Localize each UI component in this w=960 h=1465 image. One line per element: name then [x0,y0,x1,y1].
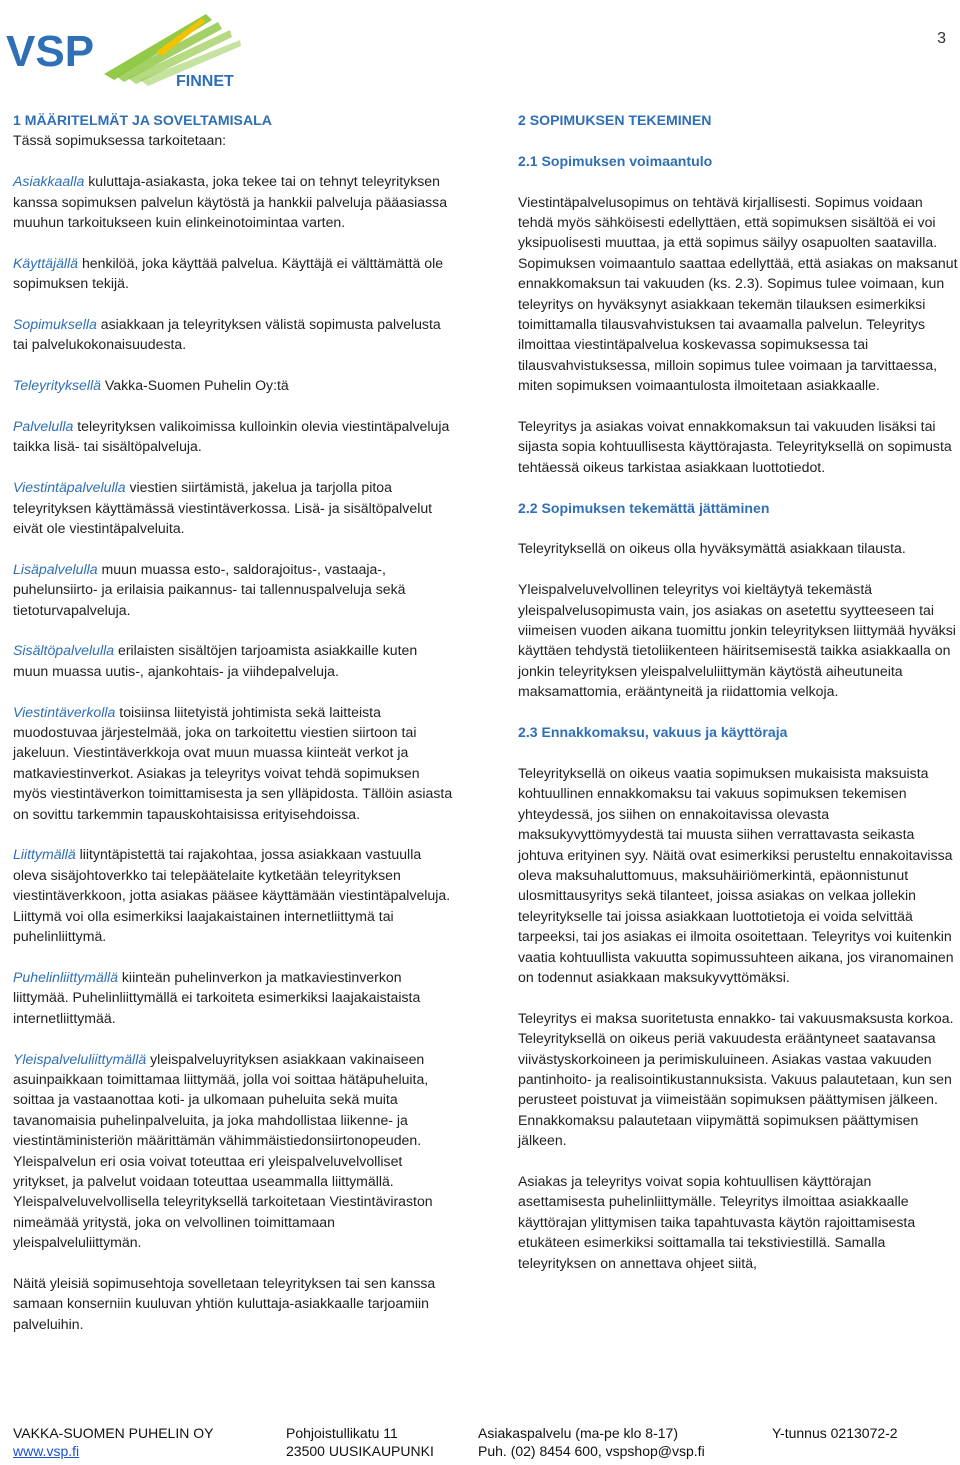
section-2-3-paragraph-1: Teleyrityksellä on oikeus vaatia sopimuksen mukaisista maksuista kohtuullinen ennakkomaksu tai vakuus sopimuksen tekemisen yhteydessä, jos siihen on ennakoitavissa olevasta maksukyvyttömyydestä tai muusta siihen verrattavasta seikasta johtuva erityinen syy. Näitä ovat esimerkiksi perusteltu ennakoitavissa oleva maksuhaluttomuus, maksuhäiriömerkintä, epäonnistunut ulosmittausyritys sekä tilanteet, joissa asiakas on velkaa jollekin teleyritykselle tai joissa asiakkaan luottotietoja ei voida selvittää tarpeeksi, tai jos asiakas ei ilmoita osoitettaan. Teleyritys voi kuitenkin vaatia kohtuullista vakuutta sopimussuhteen aikana, jos viranomainen on todennut asiakkaan maksukyvyttömäksi. [518,764,954,985]
svg-text:FINNET: FINNET [176,73,234,90]
section-2-2-paragraph-2: Yleispalveluvelvollinen teleyritys voi kieltäytyä tekemästä yleispalvelusopimusta vain, jos asiakas on asetettu syytteeseen tai viimeisen vuoden aikana tuomittu jonkin teleyrityksen liittymää hyväksi käyttäen tehdystä tietoliikenteen häiritsemisestä taikka asiakkaalla on jonkin teleyrityksen yleispalveluliittymän käytöstä aiheutuneita maksamattomia, erääntyneitä ja riidattomia velkoja. [518,581,956,700]
definition-viestintaverkko [13,702,453,824]
definition-text: teleyrityksen valikoimissa kulloinkin olevia viestintäpalveluja taikka lisä- tai sisältöpalveluja. [13,418,450,455]
definition-text: henkilöä, joka käyttää palvelua. Käyttäjä ei välttämättä ole sopimuksen tekijä. [13,254,444,292]
left-column [13,110,453,1334]
vsp-finnet-logo [6,12,256,92]
section-2-3-title: 2.3 Ennakkomaksu, vakuus ja käyttöraja [518,724,788,741]
definition-palvelu [13,416,453,457]
definition-yleispalveluliittyma [13,1049,453,1253]
term: Lisäpalvelulla [13,560,98,577]
intro-text: Tässä sopimuksessa tarkoitetaan: [13,132,227,149]
definition-lisapalvelu [13,559,453,620]
page-header [0,0,960,100]
definition-sopimus [13,314,453,355]
footer-street: Pohjoistullikatu 11 [286,1425,398,1441]
term: Liittymällä [13,846,76,863]
section-2-1-paragraph-1: Viestintäpalvelusopimus on tehtävä kirjallisesti. Sopimus voidaan tehdä myös sähköisesti edellyttäen, että sopimuksen sisältöä ei voi yksipuolisesti muuttaa, ja että sopimus säilyy osapuolten saatavilla. Sopimuksen voimaantulo saattaa edellyttää, että asiakas on maksanut ennakkomaksun tai vakuuden (ks. 2.3). Sopimus tulee voimaan, kun teleyritys on hyväksynyt asiakkaan tekemän tilauksen esimerkiksi toimittamalla tilausvahvistuksen tai avaamalla palvelun. Teleyritys ilmoittaa viestintäpalvelua koskevassa sopimuksessa tai tilausvahvistuksessa, milloin sopimus tulee voimaan ja tarvittaessa, miten sopimuksen voimaantulosta ilmoitetaan asiakkaalle. [518,193,958,394]
definition-liittyma [13,844,453,946]
term: Teleyrityksellä [13,377,101,394]
section-2-3-paragraph-2: Teleyritys ei maksa suoritetusta ennakko- tai vakuusmaksusta korkoa. Teleyrityksellä on oikeus periä vakuudesta erääntyneet saatavansa viivästyskorkoineen ja perimiskuluineen. Asiakas vastaa vakuuden pantinhoito- ja realisointikustannuksista. Vakuus palautetaan, kun sen perusteet poistuvat ja viimeistään sopimuksen päättymisen jälkeen. Ennakkomaksu palautetaan viipymättä sopimuksen päättymisen jälkeen. [518,1009,954,1149]
footer-company-name: VAKKA-SUOMEN PUHELIN OY [13,1425,214,1441]
section-2-1-title: 2.1 Sopimuksen voimaantulo [518,152,713,169]
term: Sisältöpalvelulla [13,642,115,659]
definition-text: toisiinsa liitetyistä johtimista sekä laitteista muodostuvaa järjestelmää, joka on tarkoitettu viestien siirtoon tai jakeluun. Viestintäverkkoja ovat muun muassa kiinteät verkot ja matkaviestinverkot. Asiakas ja teleyritys voivat tehdä sopimuksen myös viestintäverkon toimittamisesta ja sen ylläpidosta. Tällöin asiasta on sovittu tarkemmin tapauskohtaisissa erityisehdoissa. [13,703,453,822]
definition-puhelinliittyma [13,967,453,1028]
footer-service-block [478,1424,705,1460]
definition-text: kuluttaja-asiakasta, joka tekee tai on tehnyt teleyrityksen kanssa sopimuksen palvelun käytöstä ja hankkii palveluja pääasiassa muuhun tarkoitukseen kuin elinkeinotoimintaa varten. [13,173,448,231]
definition-text: liityntäpistettä tai rajakohtaa, jossa asiakkaan vastuulla oleva sisäjohtoverkko tai telepäätelaite kytketään teleyrityksen viestintäverkkoon, jotta asiakas pääsee käyttämään viestintäpalveluja. Liittymä voi olla esimerkiksi laajakaistainen internetliittymä tai puhelinliittymä. [13,846,451,945]
term: Yleispalveluliittymällä [13,1050,147,1067]
section-1-heading: 1 MÄÄRITELMÄT JA SOVELTAMISALA [13,112,272,128]
definition-viestintapalvelu [13,477,453,538]
page-footer [0,1418,960,1465]
section-2-2-paragraph-1: Teleyrityksellä on oikeus olla hyväksymättä asiakkaan tilausta. [518,540,906,557]
page-number: 3 [937,30,946,47]
definition-text: asiakkaan ja teleyrityksen välistä sopimusta palvelusta tai palvelukokonaisuudesta. [13,316,441,353]
definition-text: erilaisten sisältöjen tarjoamista asiakkaille kuten muun muassa uutis-, ajankohtais- ja viihdepalveluja. [13,642,418,679]
term: Asiakkaalla [13,173,85,190]
closing-paragraph: Näitä yleisiä sopimusehtoja sovelletaan teleyrityksen tai sen kanssa samaan konserniin kuuluvan yhtiön kuluttaja-asiakkaalle tarjoamiin palveluihin. [13,1274,436,1332]
definition-text: Vakka-Suomen Puhelin Oy:tä [101,377,289,394]
section-2-1-paragraph-2: Teleyritys ja asiakas voivat ennakkomaksun tai vakuuden lisäksi tai sijasta sopia kohtuullisesta käyttörajasta. Teleyrityksellä on sopimusta tehtäessä oikeus tarkistaa asiakkaan luottotiedot. [518,418,952,475]
section-2-2-title: 2.2 Sopimuksen tekemättä jättäminen [518,499,770,516]
footer-website-link[interactable]: www.vsp.fi [13,1443,80,1459]
footer-city: 23500 UUSIKAUPUNKI [286,1443,434,1459]
term: Palvelulla [13,418,74,435]
term: Sopimuksella [13,316,97,333]
definition-kayttaja [13,253,453,294]
section-2-3-paragraph-3: Asiakas ja teleyritys voivat sopia kohtuullisen käyttörajan asettamisesta puhelinliittymälle. Teleyritys ilmoittaa asiakkaalle käyttörajan ylittymisen taika tapahtuvasta käytön rajoittamisesta etukäteen esimerkiksi soittamalla tai tekstiviestillä. Samalla teleyrityksen on annettava ohjeet siitä, [518,1172,916,1271]
term: Käyttäjällä [13,254,79,271]
footer-address-block [286,1424,434,1460]
footer-service-hours: Asiakaspalvelu (ma-pe klo 8-17) [478,1425,678,1441]
section-2-heading: 2 SOPIMUKSEN TEKEMINEN [518,112,712,128]
definition-text: muun muassa esto-, saldorajoitus-, vastaaja-, puhelunsiirto- ja erilaisia paikannus- tai tallennuspalveluja sekä tietoturvapalveluja. [13,560,406,618]
definition-text: kiinteän puhelinverkon ja matkaviestinverkon liittymää. Puhelinliittymällä ei tarkoiteta esimerkiksi laajakaistaista internetliittymää. [13,968,421,1026]
svg-text:VSP: VSP [6,27,95,76]
footer-company-block [13,1424,213,1460]
term: Puhelinliittymällä [13,968,118,985]
definition-asiakas [13,171,453,232]
term: Viestintäverkolla [13,703,116,720]
right-column [518,110,958,1273]
footer-phone-email: Puh. (02) 8454 600, vspshop@vsp.fi [478,1443,705,1459]
footer-business-id: Y-tunnus 0213072-2 [772,1425,898,1441]
definition-sisaltopalvelu [13,640,453,681]
definition-text: viestien siirtämistä, jakelua ja tarjolla pitoa teleyrityksen käyttämässä viestintäverkossa. Lisä- ja sisältöpalvelut eivät ole viestintäpalveluita. [13,479,433,537]
term: Viestintäpalvelulla [13,479,126,496]
definition-text: yleispalveluyrityksen asiakkaan vakinaiseen asuinpaikkaan toimittamaa liittymää, jolla voi soittaa hätäpuheluita, soittaa ja vastaanottaa koti- ja ulkomaan puheluita sekä muita tavanomaisia puhelinpalveluita, ja joka mahdollistaa liikenne- ja viestintäministeriön määrittämän vähimmäistiedonsiirtonopeuden. Yleispalvelun eri osia voivat toteuttaa eri yleispalveluvelvolliset yritykset, ja palvelut voidaan toteuttaa useammalla liittymällä. Yleispalveluvelvollisella teleyrityksellä tarkoitetaan Viestintäviraston nimeämää yritystä, joka on velvollinen toimittamaan yleispalveluliittymän. [13,1050,433,1251]
definition-teleyritys [13,375,453,395]
footer-business-id-block [772,1424,898,1442]
